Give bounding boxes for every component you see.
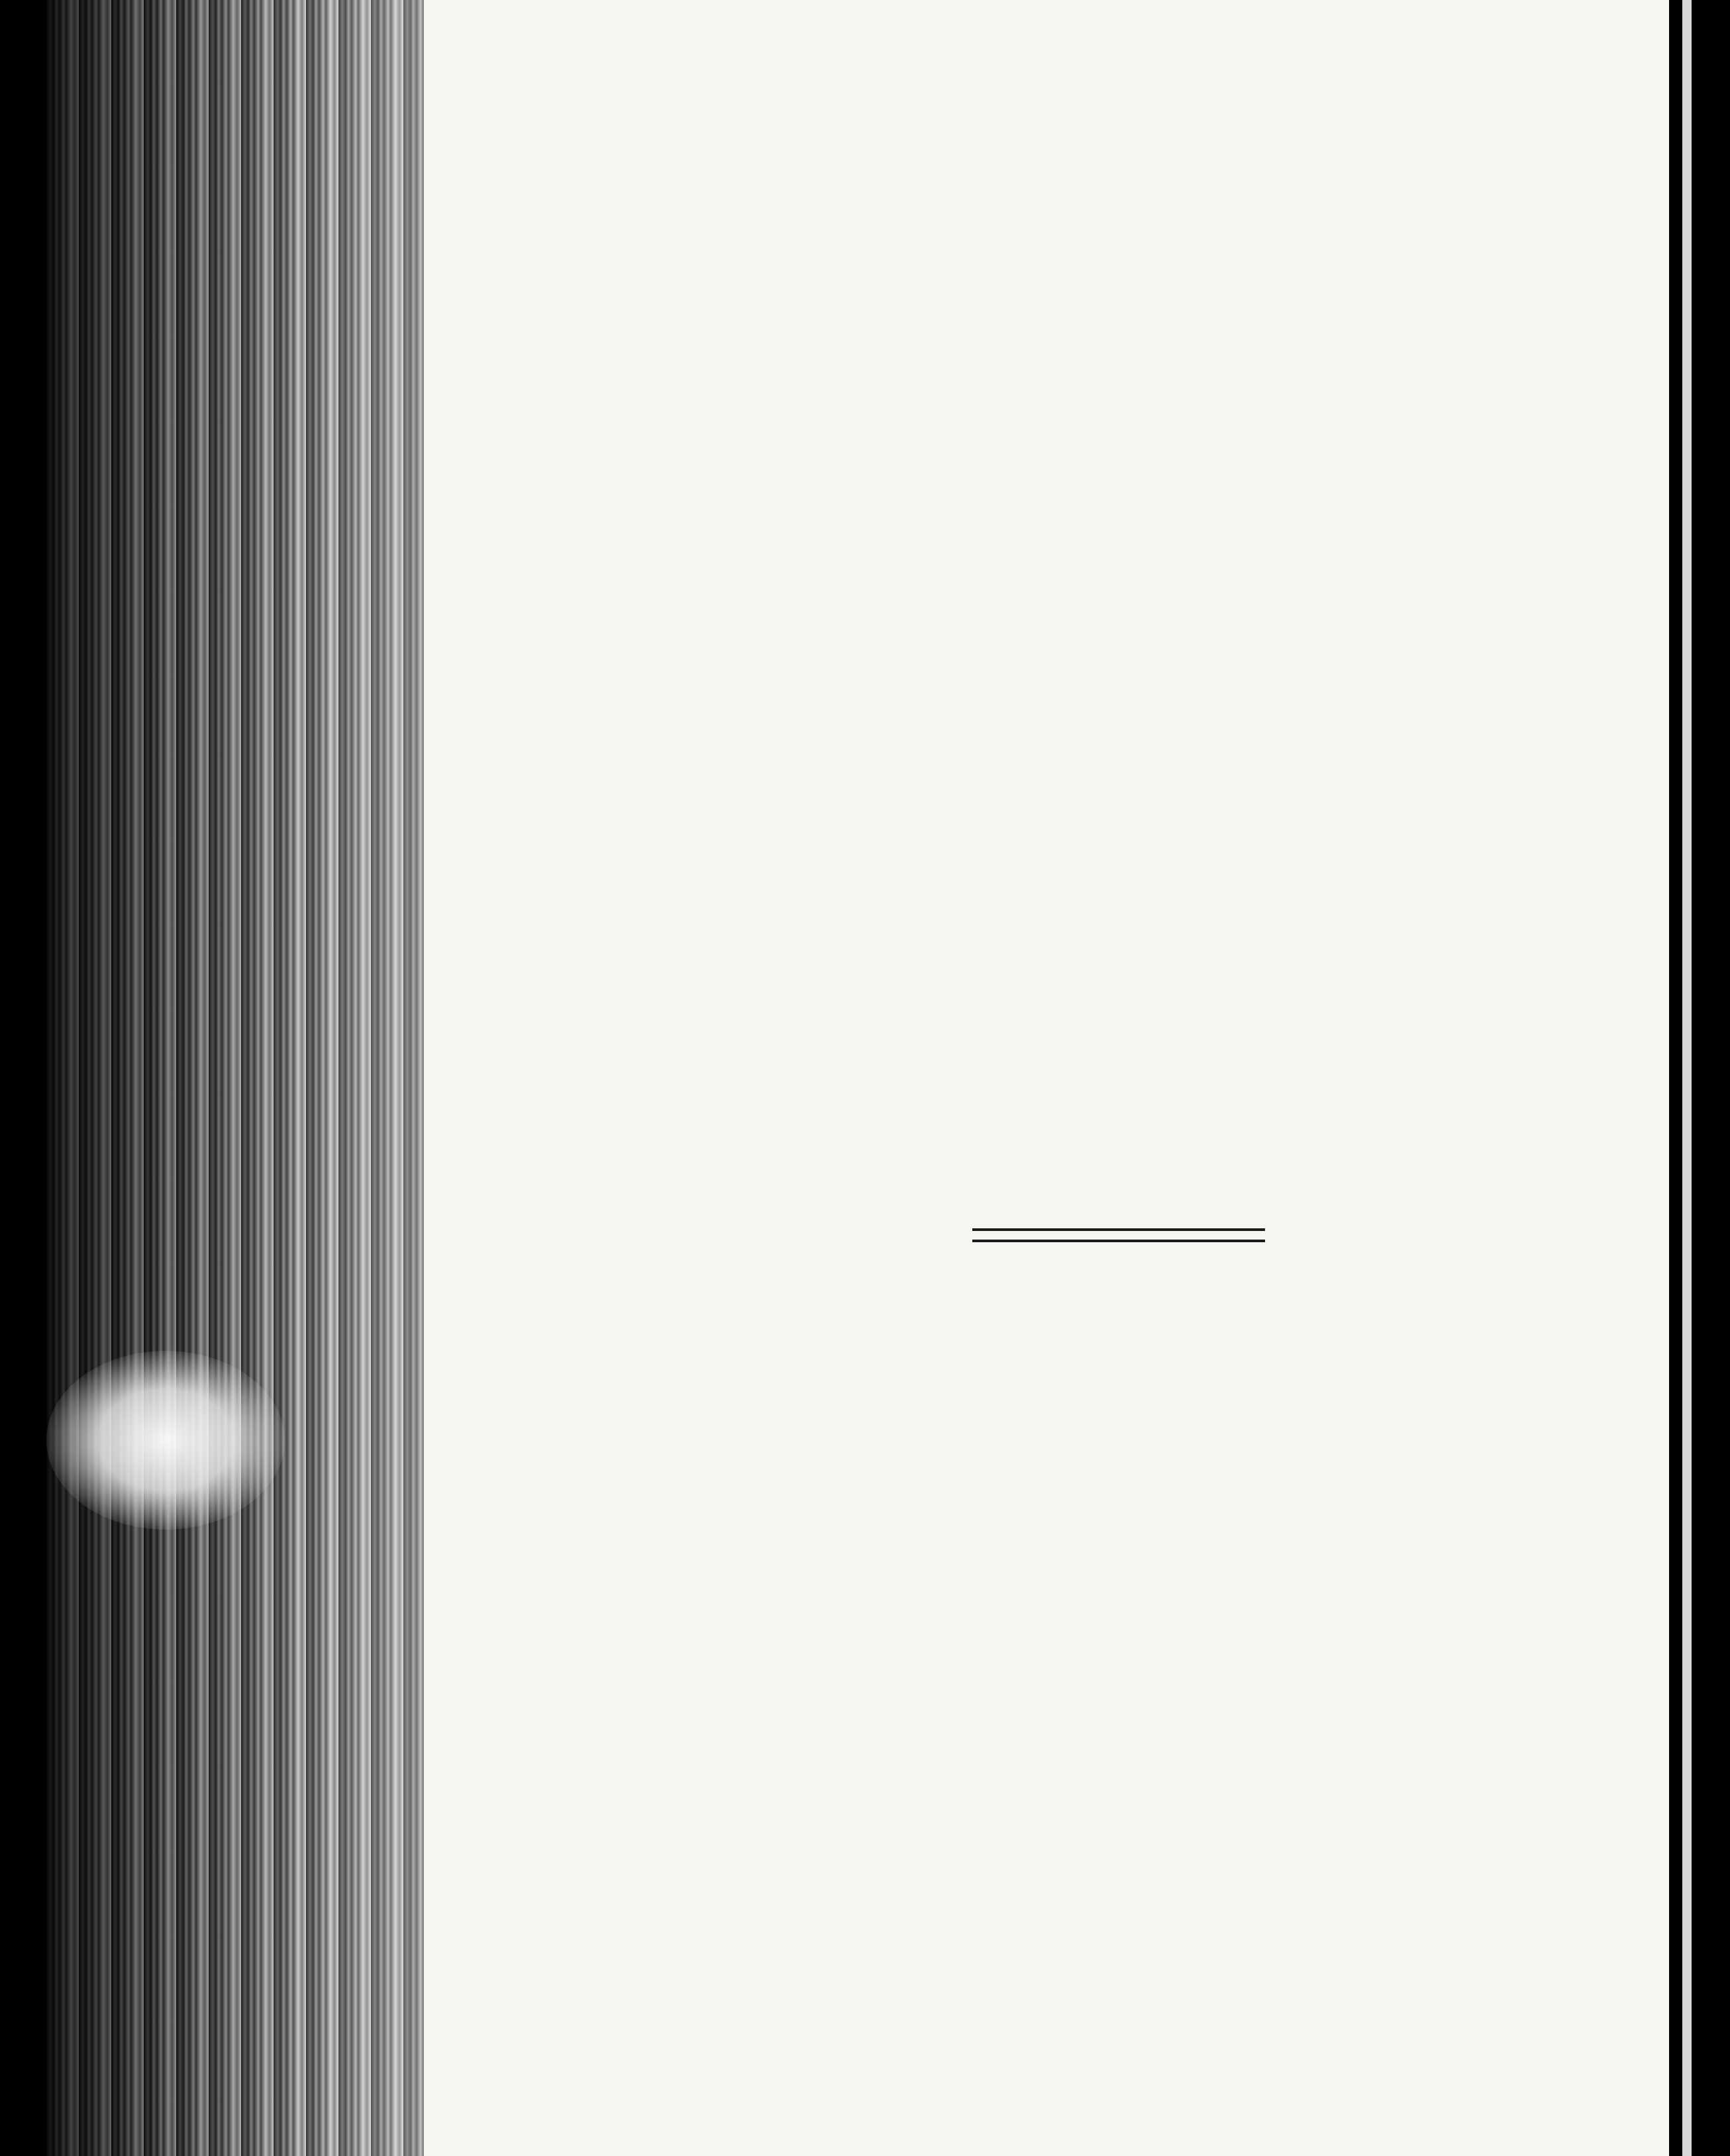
right-page-strip	[1682, 0, 1692, 2156]
section-divider-bottom	[972, 1240, 1265, 1242]
right-scan-edge	[1669, 0, 1730, 2156]
book-page	[424, 0, 1669, 2156]
section-divider-top	[972, 1228, 1265, 1231]
scan-smudge	[46, 1351, 285, 1530]
book-page-edges	[46, 0, 424, 2156]
running-header	[641, 195, 1340, 235]
